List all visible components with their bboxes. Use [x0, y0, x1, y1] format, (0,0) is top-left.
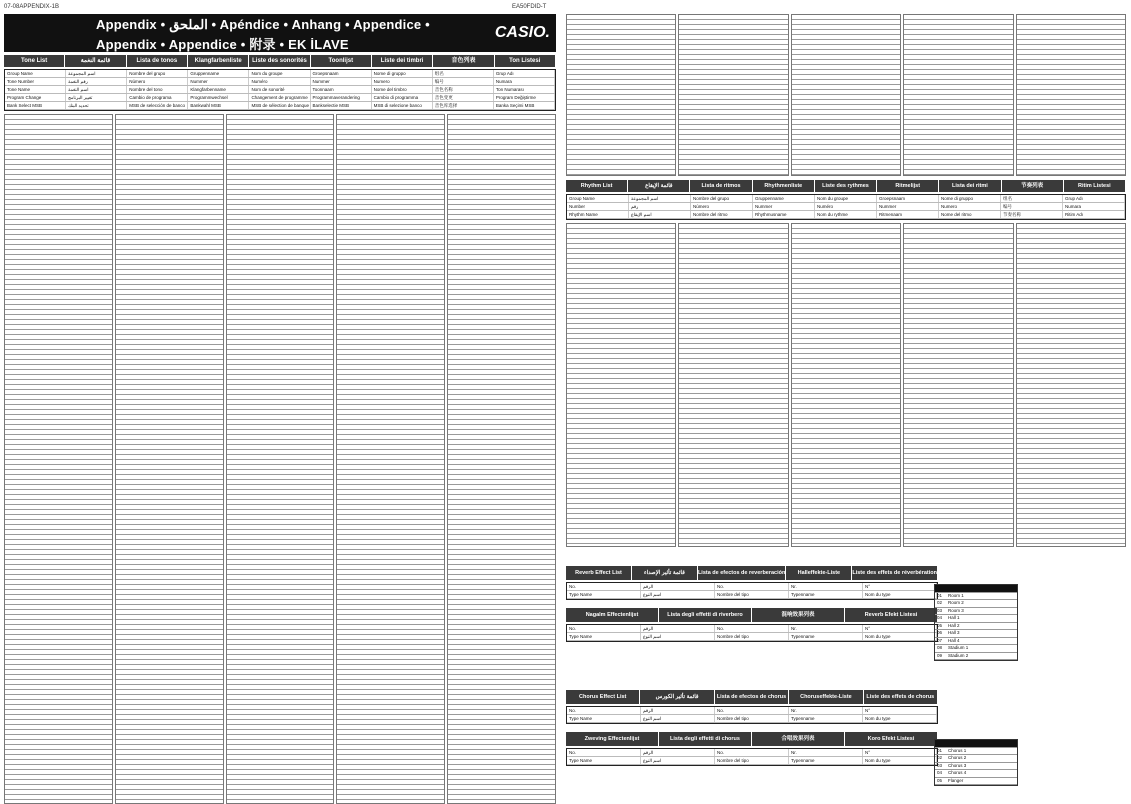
rhythm-legend-cell: Rhythm Name [567, 211, 629, 218]
rhythm-legend-cell: Nombre del grupo [691, 195, 753, 202]
reverb-legend-cell: No. [567, 625, 641, 632]
chorus-legend-cell: اسم النوع [641, 715, 715, 722]
tone-list-title-5: Liste des sonorités [249, 55, 310, 67]
reverb-legend-cell: Typenname [789, 633, 863, 640]
casio-logo: CASIO. [494, 24, 550, 41]
reverb-legend-cell: Nom du type [863, 633, 937, 640]
rhythm-legend-cell: Ritim Adı [1063, 211, 1125, 218]
chorus-legend-cell: اسم النوع [641, 757, 715, 764]
chorus-type-table [934, 739, 1018, 786]
chorus-legend-cell: Typenname [789, 715, 863, 722]
tone-column-10 [1016, 14, 1126, 176]
tone-legend-cell: رقم النغمة [66, 78, 127, 85]
tone-legend-row [5, 78, 555, 86]
tone-legend-cell: Toonnaam [311, 86, 372, 93]
reverb-type-row [935, 600, 1017, 608]
tone-list-title-7: Liste dei timbri [372, 55, 433, 67]
chorus-type-name: Chorus 1 [948, 747, 967, 753]
tone-legend-cell: Changement de programme [249, 94, 310, 101]
rhythm-legend-cell: Nome di gruppo [939, 195, 1001, 202]
tone-legend-cell: MSB de sélection de banque [251, 103, 309, 108]
chorus-legend-cell: Nr. [789, 707, 863, 714]
reverb-type-number: 06 [937, 630, 943, 635]
rhythm-column-2 [678, 223, 788, 547]
tone-legend-cell: 音色库选择 [433, 102, 494, 109]
chorus-title-5: Liste des effets de chorus [864, 690, 938, 704]
reverb-legend-row [567, 625, 937, 633]
chorus-legend-row [567, 707, 937, 715]
reverb-legend-cell: No. [715, 583, 789, 590]
tone-legend-cell: Cambio de programa [127, 94, 188, 101]
rhythm-legend-cell: 编号 [1001, 203, 1063, 210]
chorus-type-number: 02 [937, 755, 943, 760]
chorus-legend-cell: Type Name [567, 715, 641, 722]
rhythm-column-5 [1016, 223, 1126, 547]
chorus-legend-cell: No. [715, 707, 789, 714]
tone-legend-cell: اسم النغمة [66, 86, 127, 93]
reverb-title-4: Halleffekte-Liste [786, 566, 852, 580]
reverb-type-row [935, 608, 1017, 616]
tone-legend-cell: Numero [372, 78, 433, 85]
chorus-legend-cell: No. [715, 749, 789, 756]
chorus-type-row [935, 755, 1017, 763]
chorus-type-name: Chorus 4 [948, 770, 967, 775]
tone-legend-cell: Numara [494, 78, 555, 85]
rhythm-list-title-9: Ritim Listesi [1064, 180, 1126, 192]
tone-legend-cell: 编号 [433, 78, 494, 85]
reverb-type-name: Room 3 [948, 607, 964, 613]
tone-legend-cell: Nummer [188, 78, 249, 85]
chorus-legend-row [567, 749, 937, 757]
tone-legend-cell: Nome del timbro [372, 86, 433, 93]
chorus-title-4: Koro Efekt Listesi [845, 732, 938, 746]
reverb-type-row [935, 638, 1017, 646]
chorus-effect-legend [566, 706, 938, 724]
reverb-legend-cell: Nom du type [863, 591, 937, 598]
chorus-title-4: Choruseffekte-Liste [789, 690, 863, 704]
chorus-type-header-bar [935, 740, 1017, 748]
tone-legend-cell: Tone Number [5, 78, 66, 85]
reverb-type-number: 07 [937, 637, 943, 643]
chorus-legend-cell: N° [863, 749, 937, 756]
tone-legend-cell: Nombre del tono [127, 86, 188, 93]
tone-column-8 [791, 14, 901, 176]
rhythm-legend-row [567, 203, 1125, 211]
reverb-type-number: 08 [937, 645, 943, 650]
page-code-right: EA50FDID-T [512, 4, 547, 10]
chorus-type-name: Flanger [948, 777, 964, 783]
tone-legend-cell: Nombre del grupo [127, 70, 188, 77]
reverb-type-row [935, 623, 1017, 631]
rhythm-list-title-4: Rhythmenliste [753, 180, 815, 192]
tone-list-title-3: Lista de tonos [127, 55, 188, 67]
chorus-title-3: Lista de efectos de chorus [715, 690, 789, 704]
reverb-type-row [935, 630, 1017, 638]
chorus-effect-legend-2 [566, 748, 938, 766]
reverb-legend-cell: N° [863, 625, 937, 632]
rhythm-list-header [566, 180, 1126, 192]
tone-legend-row [5, 102, 555, 110]
reverb-legend-cell: No. [567, 583, 641, 590]
tone-legend-cell: Numéro [249, 78, 310, 85]
tone-legend-cell: Program Change [5, 94, 66, 101]
reverb-legend-cell: Type Name [567, 591, 641, 598]
chorus-type-name: Chorus 3 [948, 762, 967, 768]
tone-legend-cell: MSB di selezione banco [372, 102, 433, 109]
tone-column-9 [903, 14, 1013, 176]
reverb-type-name: Stadium 2 [948, 652, 969, 658]
chorus-title-1: Zweving Effectenlijst [566, 732, 659, 746]
rhythm-legend-cell: Group Name [567, 195, 629, 202]
tone-legend-cell: Nome di gruppo [372, 70, 433, 77]
chorus-legend-cell: Nr. [789, 749, 863, 756]
chorus-title-2: قائمة تأثير الكورس [640, 690, 714, 704]
chorus-legend-row [567, 715, 937, 723]
rhythm-column-3 [791, 223, 901, 547]
rhythm-list-title-5: Liste des rythmes [815, 180, 877, 192]
reverb-type-number: 03 [937, 607, 943, 613]
tone-legend-cell: تغيير البرنامج [66, 94, 127, 101]
chorus-type-number: 05 [937, 777, 943, 783]
tone-legend-cell: Banka Seçimi MSB [494, 102, 555, 109]
tone-list-title-2: قائمة النغمة [65, 55, 126, 67]
reverb-type-name: Hall 2 [948, 622, 960, 628]
rhythm-legend-cell: Nummer [877, 203, 939, 210]
chorus-type-row [935, 770, 1017, 778]
reverb-legend-cell: الرقم [641, 625, 715, 632]
reverb-title-2: Lista degli effetti di riverbero [659, 608, 752, 622]
tone-list-legend [4, 69, 556, 111]
rhythm-legend-cell: Number [567, 203, 629, 210]
tone-legend-cell: Gruppenname [188, 70, 249, 77]
reverb-legend-cell: اسم النوع [641, 633, 715, 640]
tone-legend-row [5, 94, 555, 102]
tone-legend-row [5, 70, 555, 78]
reverb-type-name: Hall 3 [948, 630, 960, 635]
tone-column-7 [678, 14, 788, 176]
banner-title-line1: Appendix • الملحق • Apéndice • Anhang • Appendice • [96, 17, 430, 32]
reverb-type-table [934, 584, 1018, 661]
reverb-legend-row [567, 633, 937, 641]
rhythm-list-legend [566, 194, 1126, 220]
rhythm-legend-cell: 组名 [1001, 195, 1063, 202]
chorus-legend-cell: Nombre del tipo [715, 715, 789, 722]
reverb-legend-row [567, 591, 937, 599]
appendix-banner [4, 14, 556, 52]
reverb-type-number: 09 [937, 652, 943, 658]
tone-legend-cell: Ton Numarası [494, 86, 555, 93]
reverb-type-name: Hall 1 [948, 615, 960, 620]
chorus-legend-cell: No. [567, 749, 641, 756]
rhythm-legend-cell: Nummer [753, 203, 815, 210]
rhythm-legend-cell: 节奏名称 [1001, 211, 1063, 218]
rhythm-list-title-8: 节奏列表 [1002, 180, 1064, 192]
rhythm-list-title-1: Rhythm List [566, 180, 628, 192]
reverb-legend-cell: اسم النوع [641, 591, 715, 598]
reverb-effect-section [566, 566, 938, 642]
tone-table-continued [566, 14, 1126, 174]
chorus-legend-cell: N° [863, 707, 937, 714]
rhythm-column-4 [903, 223, 1013, 547]
reverb-legend-cell: Nombre del tipo [715, 591, 789, 598]
reverb-title-1: Nagalm Effectenlijst [566, 608, 659, 622]
chorus-type-row [935, 748, 1017, 756]
rhythm-legend-row [567, 211, 1125, 219]
reverb-legend-cell: No. [715, 625, 789, 632]
rhythm-list-title-3: Lista de ritmos [690, 180, 752, 192]
tone-legend-cell: Program Değiştirme [494, 94, 555, 101]
tone-column-5 [447, 114, 556, 804]
rhythm-list-title-7: Lista dei ritmi [939, 180, 1001, 192]
chorus-legend-cell: Nom du type [863, 715, 937, 722]
rhythm-legend-cell: Grup Adı [1063, 195, 1125, 202]
tone-legend-cell: Programmwechsel [188, 94, 249, 101]
rhythm-legend-cell: Numara [1063, 203, 1125, 210]
reverb-type-number: 02 [937, 600, 943, 605]
tone-legend-cell: Grup Adı [494, 70, 555, 77]
reverb-effect-legend-2 [566, 624, 938, 642]
reverb-effect-header-2 [566, 608, 938, 622]
chorus-type-number: 01 [937, 747, 943, 753]
chorus-title-2: Lista degli effetti di chorus [659, 732, 752, 746]
chorus-legend-cell: Type Name [567, 757, 641, 764]
rhythm-legend-row [567, 195, 1125, 203]
tone-list-title-1: Tone List [4, 55, 65, 67]
tone-list-title-4: Klangfarbenliste [188, 55, 249, 67]
rhythm-legend-cell: Nom du groupe [815, 195, 877, 202]
tone-column-2 [115, 114, 224, 804]
rhythm-column-1 [566, 223, 676, 547]
tone-list-title-9: Ton Listesi [495, 55, 556, 67]
banner-title-line2: Appendix • Appendice • 附录 • EK İLAVE [96, 37, 349, 52]
chorus-legend-cell: Typenname [789, 757, 863, 764]
tone-legend-cell: Tone Name [5, 86, 66, 93]
reverb-type-row [935, 653, 1017, 661]
tone-column-1 [4, 114, 113, 804]
tone-and-rhythm-section [566, 14, 1126, 794]
tone-list-header [4, 55, 556, 67]
chorus-effect-header [566, 690, 938, 704]
tone-legend-row [5, 86, 555, 94]
tone-list-section [4, 14, 556, 794]
tone-legend-cell: Bankwahl MSB [188, 102, 249, 109]
reverb-effect-header [566, 566, 938, 580]
reverb-legend-cell: Type Name [567, 633, 641, 640]
reverb-legend-cell: N° [863, 583, 937, 590]
rhythm-table [566, 223, 1126, 545]
page-code-left: 07-08APPENDIX-1B [4, 4, 60, 10]
chorus-type-row [935, 763, 1017, 771]
reverb-title-3: 混响效果列表 [752, 608, 845, 622]
rhythm-list-title-6: Ritmelijst [877, 180, 939, 192]
rhythm-legend-cell: اسم المجموعة [629, 195, 691, 202]
chorus-legend-cell: No. [567, 707, 641, 714]
reverb-type-number: 04 [937, 615, 943, 620]
tone-legend-cell: 音色变更 [433, 94, 494, 101]
reverb-title-1: Reverb Effect List [566, 566, 632, 580]
reverb-legend-cell: Typenname [789, 591, 863, 598]
tone-legend-cell: 组名 [433, 70, 494, 77]
chorus-type-number: 03 [937, 762, 943, 768]
chorus-legend-cell: Nom du type [863, 757, 937, 764]
tone-legend-cell: Nom de sonorité [249, 86, 310, 93]
rhythm-legend-cell: Nom du rythme [815, 211, 877, 218]
rhythm-legend-cell: Número [691, 203, 753, 210]
tone-column-6 [566, 14, 676, 176]
tone-legend-cell: MSB de selección de banco [127, 102, 188, 109]
tone-list-title-6: Toonlijst [311, 55, 372, 67]
reverb-title-4: Reverb Efekt Listesi [845, 608, 938, 622]
rhythm-legend-cell: Numero [939, 203, 1001, 210]
reverb-type-number: 01 [937, 592, 943, 598]
chorus-legend-cell: Nombre del tipo [715, 757, 789, 764]
tone-legend-cell: Cambio di programma [372, 94, 433, 101]
reverb-type-name: Room 1 [948, 592, 964, 598]
tone-legend-cell: Group Name [5, 70, 66, 77]
tone-legend-cell: Bankselectie MSB [311, 102, 372, 109]
rhythm-legend-cell: Nombre del ritmo [691, 211, 753, 218]
reverb-type-row [935, 593, 1017, 601]
tone-legend-cell: Groepsnaam [311, 70, 372, 77]
chorus-type-number: 04 [937, 770, 943, 775]
rhythm-legend-cell: Ritmenaam [877, 211, 939, 218]
chorus-title-3: 合唱效果列表 [752, 732, 845, 746]
rhythm-legend-cell: اسم الإيقاع [629, 211, 691, 218]
reverb-title-3: Lista de efectos de reverberación [698, 566, 786, 580]
reverb-legend-cell: Nr. [789, 583, 863, 590]
reverb-type-row [935, 645, 1017, 653]
rhythm-legend-cell: Groepsnaam [877, 195, 939, 202]
reverb-legend-cell: Nombre del tipo [715, 633, 789, 640]
chorus-legend-row [567, 757, 937, 765]
reverb-legend-cell: Nr. [789, 625, 863, 632]
chorus-effect-header-2 [566, 732, 938, 746]
chorus-effect-section [566, 690, 938, 766]
chorus-title-1: Chorus Effect List [566, 690, 640, 704]
chorus-legend-cell: الرقم [641, 749, 715, 756]
chorus-type-name: Chorus 2 [948, 755, 967, 760]
rhythm-list-title-2: قائمة الإيقاع [628, 180, 690, 192]
tone-legend-cell: Bank Select MSB [5, 102, 66, 109]
rhythm-legend-cell: Gruppenname [753, 195, 815, 202]
chorus-type-row [935, 778, 1017, 786]
tone-legend-cell: 音色名称 [433, 86, 494, 93]
tone-table [4, 114, 556, 804]
tone-legend-cell: Klangfarbenname [188, 86, 249, 93]
rhythm-legend-cell: رقم [629, 203, 691, 210]
rhythm-legend-cell: Rhythmusname [753, 211, 815, 218]
tone-legend-cell: Nummer [311, 78, 372, 85]
tone-legend-cell: اسم المجموعة [66, 70, 127, 77]
rhythm-legend-cell: Nome del ritmo [939, 211, 1001, 218]
reverb-type-header-bar [935, 585, 1017, 593]
reverb-title-2: قائمة تأثير الإصداء [632, 566, 698, 580]
reverb-type-name: Stadium 1 [948, 645, 969, 650]
tone-legend-cell: Número [127, 78, 188, 85]
tone-column-3 [226, 114, 335, 804]
reverb-legend-row [567, 583, 937, 591]
reverb-type-number: 05 [937, 622, 943, 628]
rhythm-legend-cell: Numéro [815, 203, 877, 210]
reverb-title-5: Liste des effets de réverbération [852, 566, 938, 580]
reverb-effect-legend [566, 582, 938, 600]
reverb-type-name: Hall 4 [948, 637, 960, 643]
reverb-type-row [935, 615, 1017, 623]
tone-legend-cell: تحديد البنك [66, 102, 127, 109]
chorus-legend-cell: الرقم [641, 707, 715, 714]
tone-list-title-8: 音色列表 [433, 55, 494, 67]
tone-legend-cell: Programmaverandering [311, 94, 372, 101]
tone-legend-cell: Nom du groupe [249, 70, 310, 77]
reverb-legend-cell: الرقم [641, 583, 715, 590]
tone-column-4 [336, 114, 445, 804]
reverb-type-name: Room 2 [948, 600, 964, 605]
